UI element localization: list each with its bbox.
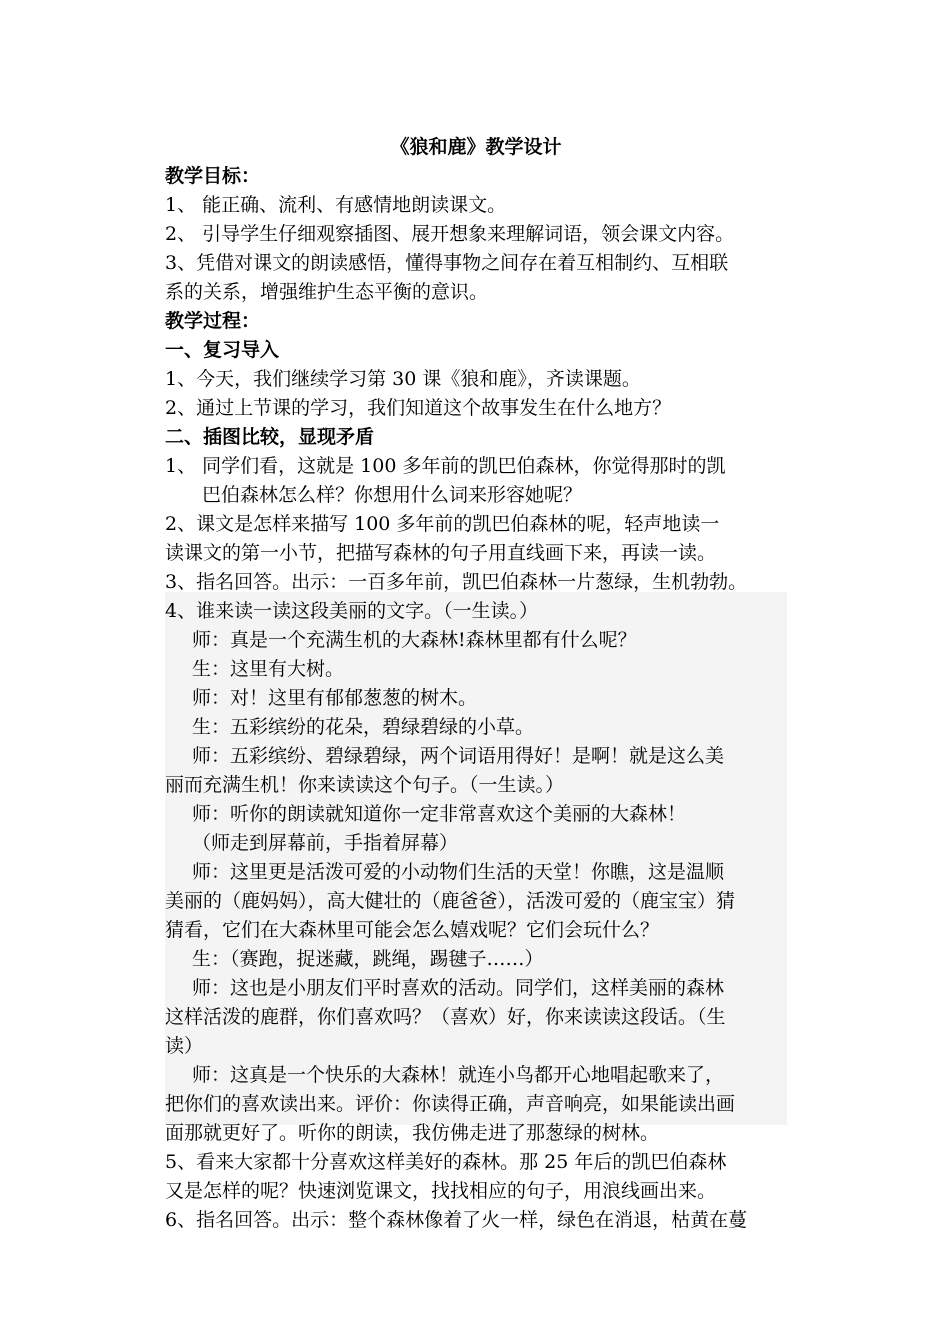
dialogue-line: 师：听你的朗读就知道你一定非常喜欢这个美丽的大森林！ (192, 803, 687, 825)
section2-item1-continuation: 巴伯森林怎么样？你想用什么词来形容她呢？ (202, 484, 583, 506)
objective-line: 2、 引导学生仔细观察插图、展开想象来理解词语，领会课文内容。 (165, 223, 735, 245)
document-title: 《狼和鹿》教学设计 (390, 136, 562, 158)
dialogue-line: 把你们的喜欢读出来。评价：你读得正确，声音响亮，如果能读出画 (165, 1093, 736, 1115)
tail-line: 5、看来大家都十分喜欢这样美好的森林。那 25 年后的凯巴伯森林 (165, 1151, 727, 1173)
section2-line: 2、课文是怎样来描写 100 多年前的凯巴伯森林的呢，轻声地读一 (165, 513, 720, 535)
dialogue-line: 生：（赛跑，捉迷藏，跳绳，踢毽子……） (192, 948, 544, 970)
section1-line: 1、今天，我们继续学习第 30 课《狼和鹿》，齐读课题。 (165, 368, 641, 390)
section2-line: 3、指名回答。出示：一百多年前，凯巴伯森林一片葱绿，生机勃勃。 (165, 571, 748, 593)
section2-line: 读课文的第一小节，把描写森林的句子用直线画下来，再读一读。 (165, 542, 717, 564)
dialogue-line: 生：这里有大树。 (192, 658, 345, 680)
document-page (165, 133, 787, 1235)
dialogue-line: （师走到屏幕前，手指着屏幕） (192, 832, 459, 854)
process-heading: 教学过程： (165, 310, 261, 332)
objective-line: 1、 能正确、流利、有感情地朗读课文。 (165, 194, 507, 216)
dialogue-line: 师：这里更是活泼可爱的小动物们生活的天堂！你瞧，这是温顺 (192, 861, 725, 883)
dialogue-line: 师：这真是一个快乐的大森林！就连小鸟都开心地唱起歌来了， (192, 1064, 725, 1086)
dialogue-line: 读） (165, 1035, 204, 1057)
tail-line: 6、指名回答。出示：整个森林像着了火一样，绿色在消退，枯黄在蔓 (165, 1209, 748, 1231)
dialogue-line: 师：真是一个充满生机的大森林!森林里都有什么呢？ (192, 629, 637, 651)
dialogue-block (165, 626, 787, 1148)
section2-line: 4、谁来读一读这段美丽的文字。（一生读。） (165, 600, 539, 622)
dialogue-line: 美丽的（鹿妈妈），高大健壮的（鹿爸爸），活泼可爱的（鹿宝宝）猜 (165, 890, 736, 912)
dialogue-line: 师：这也是小朋友们平时喜欢的活动。同学们，这样美丽的森林 (192, 977, 725, 999)
tail-line: 又是怎样的呢？快速浏览课文，找找相应的句子，用浪线画出来。 (165, 1180, 717, 1202)
dialogue-line: 生：五彩缤纷的花朵，碧绿碧绿的小草。 (192, 716, 535, 738)
dialogue-line: 面那就更好了。听你的朗读，我仿佛走进了那葱绿的树林。 (165, 1122, 660, 1144)
objective-line: 系的关系，增强维护生态平衡的意识。 (165, 281, 489, 303)
section2-heading: 二、插图比较，显现矛盾 (165, 426, 375, 448)
section1-line: 2、通过上节课的学习，我们知道这个故事发生在什么地方？ (165, 397, 672, 419)
dialogue-line: 丽而充满生机！你来读读这个句子。（一生读。） (165, 774, 565, 796)
dialogue-line: 猜看，它们在大森林里可能会怎么嬉戏呢？它们会玩什么？ (165, 919, 660, 941)
objectives-heading: 教学目标： (165, 165, 261, 187)
dialogue-line: 这样活泼的鹿群，你们喜欢吗？（喜欢）好，你来读读这段话。（生 (165, 1006, 726, 1028)
dialogue-line: 师：五彩缤纷、碧绿碧绿，两个词语用得好！是啊！就是这么美 (192, 745, 725, 767)
section1-heading: 一、复习导入 (165, 339, 280, 361)
dialogue-line: 师：对！这里有郁郁葱葱的树木。 (192, 687, 478, 709)
objective-line: 3、凭借对课文的朗读感悟，懂得事物之间存在着互相制约、互相联 (165, 252, 729, 274)
section2-item1-line: 1、 同学们看，这就是 100 多年前的凯巴伯森林，你觉得那时的凯 (165, 455, 726, 477)
